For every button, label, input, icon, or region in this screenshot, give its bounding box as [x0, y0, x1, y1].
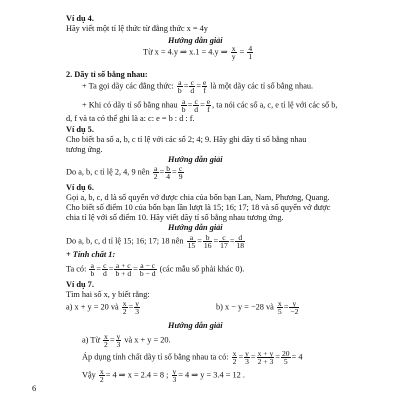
example-7-step-1: a) Từ $\frac{x}{2}$ = $\frac{y}{3}$ và x + y = 20. [82, 332, 171, 349]
property-1-title: + Tính chất 1: [66, 250, 116, 259]
example-6-guide: Hướng dẫn giải [168, 223, 223, 232]
example-6-line2: Cho biết số điểm 10 của bốn bạn lần lượt là 15; 16; 17; 18 và số quyển vở được [66, 203, 331, 212]
example-4-title: Ví dụ 4. [66, 14, 94, 23]
example-6-title: Ví dụ 6. [66, 183, 94, 192]
example-7-title: Ví dụ 7. [66, 280, 94, 289]
example-4-solution: Từ x = 4.y ⇒ x.1 = 4.y ⇒ $\frac{x}{y}$ = $\frac{4}{1}$ [143, 44, 253, 61]
section-2-title: 2. Dãy tỉ số bằng nhau: [66, 70, 148, 79]
section-2-definition: + Ta gọi dãy các đẳng thức: $\frac{a}{b}$ = $\frac{c}{d}$ = $\frac{e}{f}$ là một dãy các tỉ số bằng nhau. [82, 78, 314, 95]
example-6-line1: Gọi a, b, c, d là số quyển vở được chia của bốn bạn Lan, Nam, Phương, Quang. [66, 193, 330, 202]
page-number: 6 [32, 383, 37, 393]
example-7-guide: Hướng dẫn giải [168, 321, 223, 330]
example-7-part-a: a) x + y = 20 và $\frac{x}{2}$ = $\frac{y}{3}$ [66, 299, 140, 316]
example-5-line2: tương ứng. [66, 145, 103, 154]
section-2-notation: d, f và ta có thể ghi là a: c: e = b : d : f. [66, 114, 195, 123]
example-5-title: Ví dụ 5. [66, 125, 94, 134]
property-1-formula: Ta có: $\frac{a}{b}$ = $\frac{c}{d}$ = $\frac{a + c}{b + d}$ = $\frac{a - c}{b - d}$ (các mẫu số phải khác 0). [66, 261, 245, 278]
section-2-proportional: + Khi có dãy tỉ số bằng nhau $\frac{a}{b}$ = $\frac{c}{d}$ = $\frac{e}{f}$ , ta nói các số a, c, e tỉ lệ với các số b, [82, 97, 338, 114]
example-4-guide: Hướng dẫn giải [168, 36, 223, 45]
example-6-line3: chia tỉ lệ với số điểm 10. Hãy viết dãy tỉ số bằng nhau tương ứng. [66, 213, 284, 222]
example-5-line1: Cho biết ba số a, b, c tỉ lệ với các số 2; 4; 9. Hãy ghi dãy tỉ số bằng nhau [66, 135, 307, 144]
example-5-solution: Do a, b, c tỉ lệ 2, 4, 9 nên $\frac{a}{2}$ = $\frac{b}{4}$ = $\frac{c}{9}$ [66, 164, 183, 181]
example-7-step-3: Vậy $\frac{x}{2}$ = 4 ⇒ x = 2.4 = 8 ; $\frac{y}{3}$ = 4 ⇒ y = 3.4 = 12 . [82, 367, 245, 384]
example-7-step-2: Áp dụng tính chất dãy tỉ số bằng nhau ta có: $\frac{x}{2}$ = $\frac{y}{3}$ = $\frac{x + y}{2 + 3}$ = $\frac{20}{5}$ = 4 [82, 349, 303, 366]
example-7-prompt: Tìm hai số x, y biết rằng: [66, 290, 150, 299]
example-7-part-b: b) x − y = −28 và $\frac{x}{5}$ = $\frac{y}{-2}$ [216, 299, 299, 316]
example-4-prompt: Hãy viết một tỉ lệ thức từ đẳng thức x = 4y [66, 24, 208, 33]
example-6-solution: Do a, b, c, d tỉ lệ 15; 16; 17; 18 nên $\frac{a}{15}$ = $\frac{b}{16}$ = $\frac{c}{17}$ = $\frac{d}{18}$ [66, 233, 245, 250]
example-5-guide: Hướng dẫn giải [168, 155, 223, 164]
